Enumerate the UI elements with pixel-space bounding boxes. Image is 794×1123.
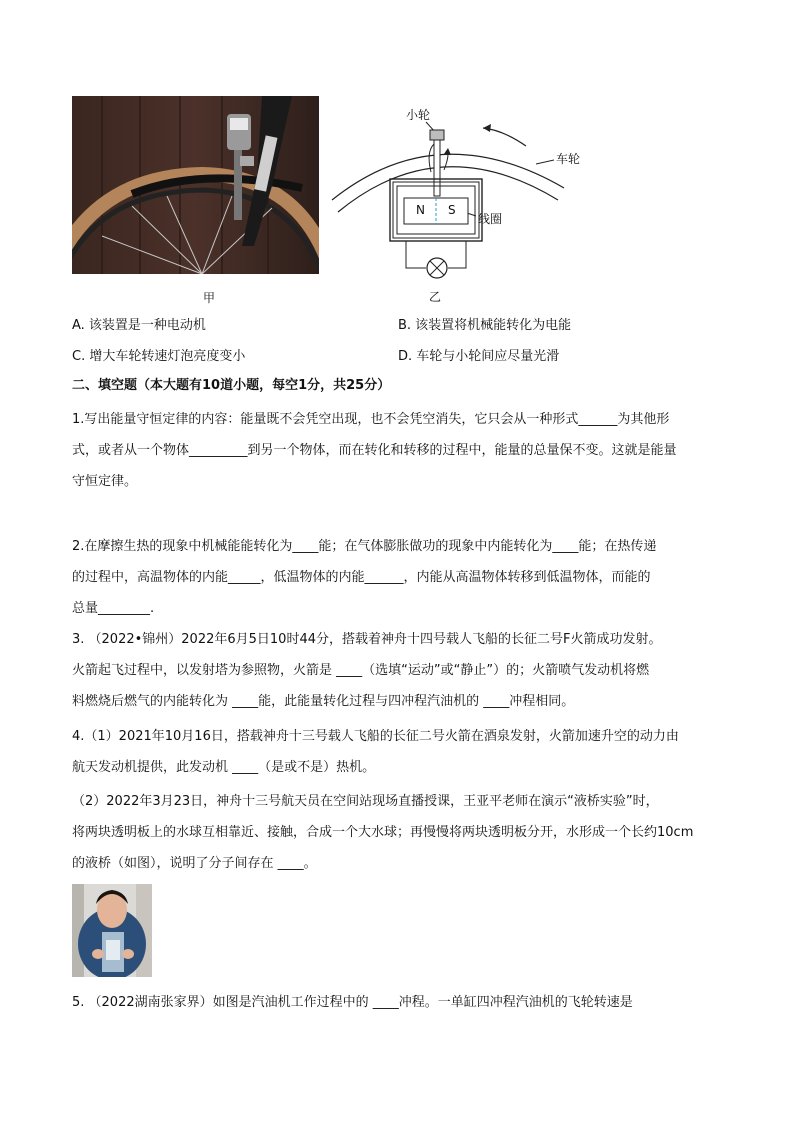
option-d: D. 车轮与小轮间应尽量光滑 [398,349,560,364]
wheel-outer-arc [332,154,564,200]
q3-line-3: 料燃烧后燃气的内能转化为 ____能，此能量转化过程与四冲程汽油机的 ____冲程相同。 [72,694,575,709]
q3-line-2: 火箭起飞过程中，以发射塔为参照物，火箭是 ____（选填“运动”或“静止”）的；火箭喷气发动机将燃 [72,663,650,678]
section-heading: 二、填空题（本大题有10道小题，每空1分，共25分） [72,378,391,393]
q1-line-3: 守恒定律。 [72,474,138,489]
magnet-s-label: S [448,203,456,217]
q4-line-5: 的液桥（如图），说明了分子间存在 ____。 [72,856,317,871]
q5-line-1: 5. （2022湖南张家界）如图是汽油机工作过程中的 ____冲程。一单缸四冲程汽油机的飞轮转速是 [72,995,633,1010]
q4-line-1: 4.（1）2021年10月16日，搭载神舟十三号载人飞船的长征二号火箭在酒泉发射，火箭加速升空的动力由 [72,729,679,744]
generator-diagram [328,100,588,304]
q1-line-1: 1.写出能量守恒定律的内容：能量既不会凭空出现，也不会凭空消失，它只会从一种形式______为其他形 [72,412,670,427]
q4-line-2: 航天发动机提供，此发动机 ____（是或不是）热机。 [72,760,376,775]
label-coil: 线圈 [478,212,503,226]
option-c: C. 增大车轮转速灯泡亮度变小 [72,349,246,364]
bicycle-dynamo-photo [72,96,319,274]
figure-jia-caption: 甲 [203,291,216,305]
option-b: B. 该装置将机械能转化为电能 [398,318,572,333]
q4-line-3: （2）2022年3月23日，神舟十三号航天员在空间站现场直播授课，王亚平老师在演示“液桥实验”时， [72,794,659,809]
q4-line-4: 将两块透明板上的水球互相靠近、接触，合成一个大水球；再慢慢将两块透明板分开，水形成一个长约10cm [72,825,694,840]
small-wheel-shape [430,130,444,140]
q3-line-1: 3. （2022•锦州）2022年6月5日10时44分，搭载着神舟十四号载人飞船的长征二号F火箭成功发射。 [72,632,662,647]
magnet-n-label: N [416,203,425,217]
q2-line-1: 2.在摩擦生热的现象中机械能能转化为____能；在气体膨胀做功的现象中内能转化为____能；在热传递 [72,539,657,554]
figure-yi-caption: 乙 [429,290,442,304]
q2-line-3: 总量________. [72,601,155,616]
label-wheel: 车轮 [556,152,581,166]
q2-line-2: 的过程中，高温物体的内能_____，低温物体的内能______，内能从高温物体转移到低温物体，而能的 [72,570,651,585]
liquid-bridge-photo [72,884,152,977]
q1-line-2: 式，或者从一个物体_________到另一个物体，而在转化和转移的过程中，能量的总量保不变。这就是能量 [72,443,677,458]
generator-diagram-svg [328,100,588,300]
option-a: A. 该装置是一种电动机 [72,318,206,333]
label-small-wheel: 小轮 [406,108,431,122]
